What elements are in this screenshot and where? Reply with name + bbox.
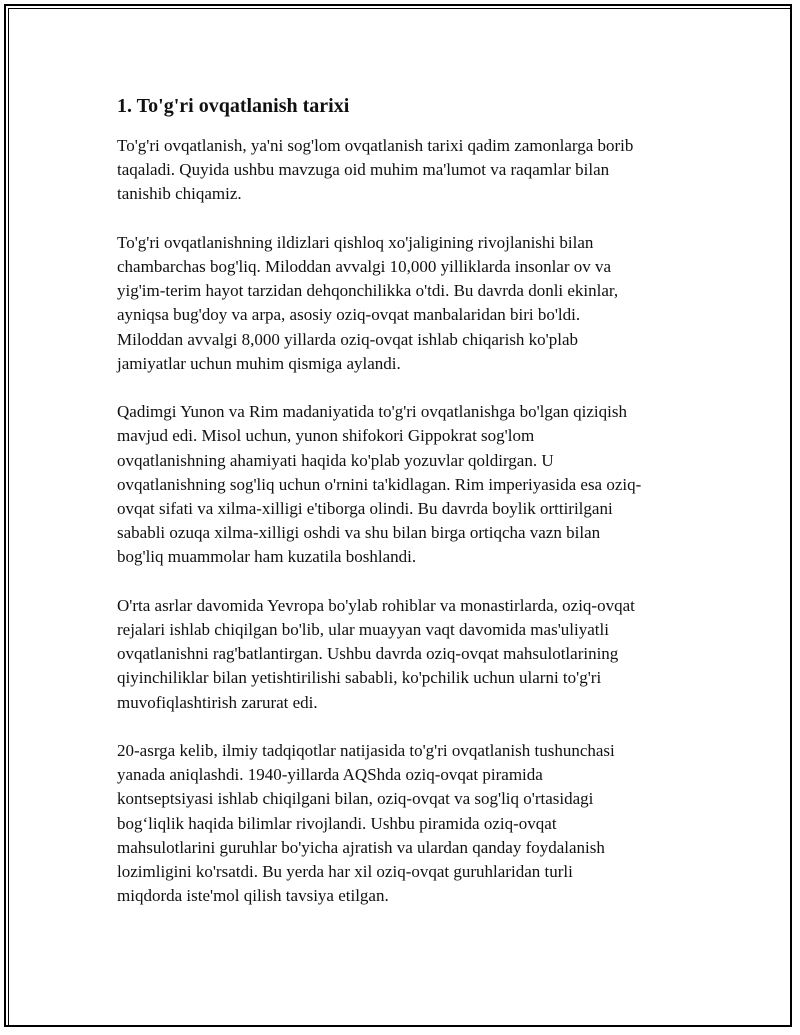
text-line: ovqatlanishni rag'batlantirgan. Ushbu davrda oziq-ovqat mahsulotlarining [117, 644, 619, 664]
text-line: ovqatlanishning sog'liq uchun o'rnini ta'kidlagan. Rim imperiyasida esa oziq- [117, 474, 642, 494]
text-line: To'g'ri ovqatlanishning ildizlari qishloq xo'jaligining rivojlanishi bilan [117, 232, 594, 252]
text-line: muvofiqlashtirish zarurat edi. [117, 692, 318, 712]
text-line: jamiyatlar uchun muhim qismiga aylandi. [117, 353, 401, 373]
text-line: 20-asrga kelib, ilmiy tadqiqotlar natijasida to'g'ri ovqatlanish tushunchasi [117, 741, 615, 761]
paragraph-intro [117, 134, 689, 207]
text-line: ayniqsa bug'doy va arpa, asosiy oziq-ovqat manbalaridan biri bo'ldi. [117, 305, 581, 325]
document-body [117, 92, 689, 933]
text-line: Miloddan avvalgi 8,000 yillarda oziq-ovqat ishlab chiqarish ko'plab [117, 329, 579, 349]
text-line: sababli ozuqa xilma-xilligi oshdi va shu bilan birga ortiqcha vazn bilan [117, 523, 601, 543]
text-line: O'rta asrlar davomida Yevropa bo'ylab rohiblar va monastirlarda, oziq-ovqat [117, 595, 635, 615]
text-line: Qadimgi Yunon va Rim madaniyatida to'g'ri ovqatlanishga bo'lgan qiziqish [117, 402, 627, 422]
text-line: miqdorda iste'mol qilish tavsiya etilgan. [117, 886, 389, 906]
text-line: rejalari ishlab chiqilgan bo'lib, ular muayyan vaqt davomida mas'uliyatli [117, 620, 609, 640]
text-line: kontseptsiyasi ishlab chiqilgani bilan, oziq-ovqat va sog'liq o'rtasidagi [117, 789, 594, 809]
text-line: chambarchas bog'liq. Miloddan avvalgi 10,000 yilliklarda insonlar ov va [117, 257, 612, 276]
text-line: bog‘liqlik haqida bilimlar rivojlandi. Ushbu piramida oziq-ovqat [117, 813, 557, 833]
text-line: ovqatlanishning ahamiyati haqida ko'plab yozuvlar qoldirgan. U [117, 450, 554, 470]
paragraph-agriculture [117, 231, 689, 376]
section-heading: 1. To'g'ri ovqatlanish tarixi [117, 95, 350, 117]
text-line: yanada aniqlashdi. 1940-yillarda AQShda oziq-ovqat piramida [117, 765, 543, 785]
paragraph-20th-century [117, 739, 689, 908]
paragraph-greece-rome [117, 400, 689, 569]
text-line: ovqat sifati va xilma-xilligi e'tiborga olindi. Bu davrda boylik orttirilgani [117, 499, 613, 519]
text-line: mahsulotlarini guruhlar bo'yicha ajratish va ulardan qanday foydalanish [117, 837, 605, 857]
text-line: qiyinchiliklar bilan yetishtirilishi sababli, ko'pchilik uchun ularni to'g'ri [117, 668, 602, 688]
text-line: To'g'ri ovqatlanish, ya'ni sog'lom ovqatlanish tarixi qadim zamonlarga borib [117, 136, 634, 155]
text-line: bog'liq muammolar ham kuzatila boshlandi. [117, 547, 417, 567]
text-line: tanishib chiqamiz. [117, 184, 242, 204]
text-line: taqaladi. Quyida ushbu mavzuga oid muhim ma'lumot va raqamlar bilan [117, 160, 610, 180]
paragraph-middle-ages [117, 594, 689, 715]
text-line: lozimligini ko'rsatdi. Bu yerda har xil oziq-ovqat guruhlaridan turli [117, 862, 573, 882]
text-line: yig'im-terim hayot tarzidan dehqonchilikka o'tdi. Bu davrda donli ekinlar, [117, 281, 619, 301]
text-line: mavjud edi. Misol uchun, yunon shifokori Gippokrat sog'lom [117, 426, 535, 446]
